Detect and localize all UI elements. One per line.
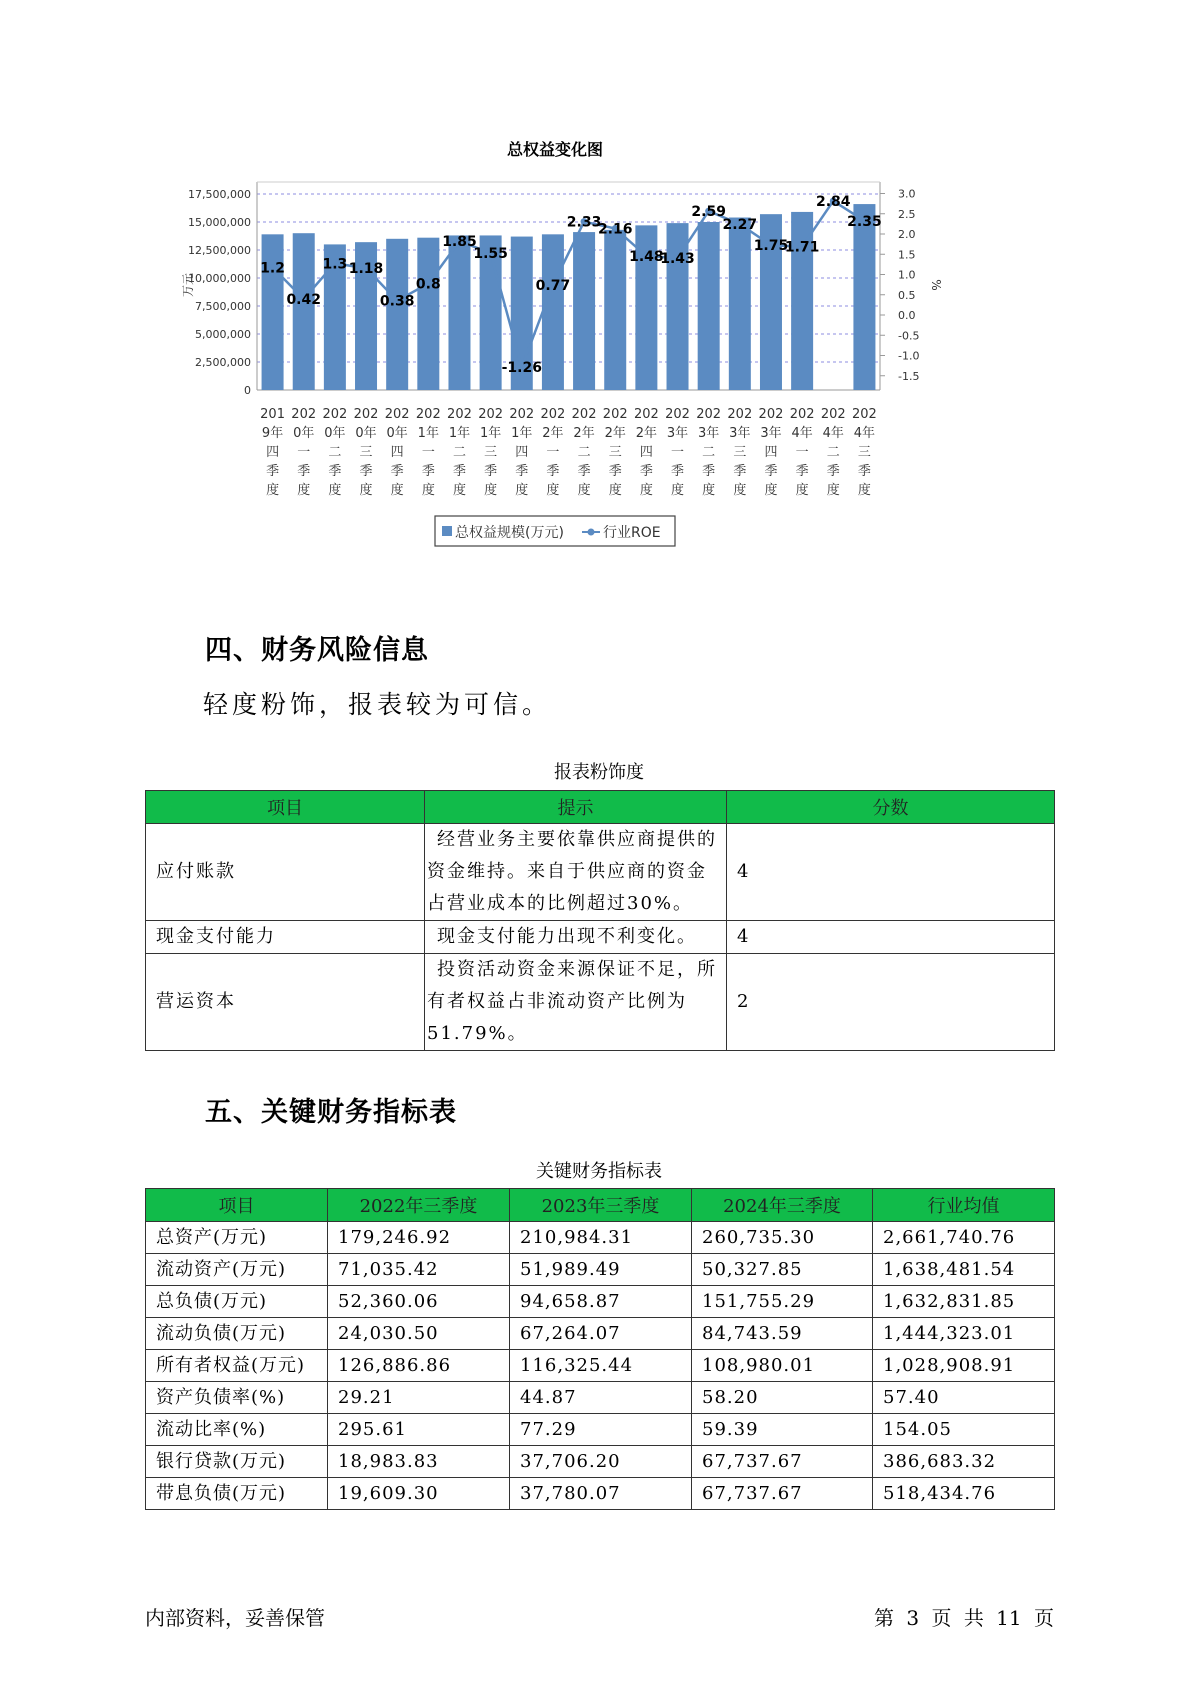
x-tick-label: 202 xyxy=(353,407,379,422)
footer-confidential: 内部资料，妥善保管 xyxy=(145,1606,325,1630)
x-tick-label: 度 xyxy=(795,483,809,498)
x-tick-label: 4年 xyxy=(791,426,813,441)
y2-tick-label: -1.0 xyxy=(898,349,920,363)
metric-value: 154.05 xyxy=(873,1414,1055,1446)
x-tick-label: 202 xyxy=(478,407,504,422)
table-row xyxy=(146,1254,1055,1286)
x-tick-label: 度 xyxy=(577,483,591,498)
metric-value: 1,632,831.85 xyxy=(873,1286,1055,1318)
bar xyxy=(262,234,284,390)
x-tick-label: 季 xyxy=(826,464,840,479)
metric-value: 179,246.92 xyxy=(328,1222,510,1254)
x-tick-label: 度 xyxy=(764,483,778,498)
table-row xyxy=(146,921,1055,954)
risk-section-heading: 四、财务风险信息 xyxy=(205,635,429,666)
y2-axis-label: % xyxy=(929,279,943,291)
roe-data-label: 1.18 xyxy=(348,261,384,278)
x-tick-label: 0年 xyxy=(293,426,315,441)
x-tick-label: 三 xyxy=(608,445,622,460)
roe-data-label: 0.38 xyxy=(379,293,415,310)
roe-data-label: 1.85 xyxy=(442,234,477,251)
x-tick-label: 202 xyxy=(602,407,628,422)
bar xyxy=(791,212,813,390)
x-tick-label: 度 xyxy=(733,483,747,498)
x-tick-label: 季 xyxy=(577,464,591,479)
x-tick-label: 202 xyxy=(727,407,753,422)
roe-data-label: 1.71 xyxy=(784,239,820,256)
x-tick-label: 度 xyxy=(608,483,622,498)
column-header: 行业均值 xyxy=(873,1189,1055,1222)
metric-value: 67,264.07 xyxy=(510,1318,692,1350)
metric-name: 流动负债(万元) xyxy=(146,1318,328,1350)
column-header: 分数 xyxy=(727,791,1055,824)
y2-tick-label: 2.5 xyxy=(898,207,916,221)
x-tick-label: 3年 xyxy=(698,426,720,441)
table-row xyxy=(146,1414,1055,1446)
column-header: 2024年三季度 xyxy=(692,1189,873,1222)
x-tick-label: 2年 xyxy=(604,426,626,441)
roe-data-label: 1.3 xyxy=(322,256,348,273)
y-tick-label: 7,500,000 xyxy=(195,300,251,313)
x-tick-label: 二 xyxy=(826,445,840,460)
metric-name: 资产负债率(%) xyxy=(146,1382,328,1414)
table-row xyxy=(146,1318,1055,1350)
x-tick-label: 度 xyxy=(671,483,685,498)
bar xyxy=(573,232,595,390)
risk-table-header xyxy=(146,791,1055,824)
x-tick-label: 三 xyxy=(484,445,498,460)
x-tick-label: 202 xyxy=(696,407,722,422)
x-tick-label: 季 xyxy=(764,464,778,479)
metric-value: 29.21 xyxy=(328,1382,510,1414)
y-tick-label: 5,000,000 xyxy=(195,328,251,341)
metric-name: 流动比率(%) xyxy=(146,1414,328,1446)
risk-tip: 经营业务主要依靠供应商提供的资金维持。来自于供应商的资金占营业成本的比例超过30%。 xyxy=(425,824,727,921)
x-tick-label: 度 xyxy=(328,483,342,498)
x-tick-label: 季 xyxy=(390,464,404,479)
metric-value: 37,706.20 xyxy=(510,1446,692,1478)
metric-value: 50,327.85 xyxy=(692,1254,873,1286)
y-tick-label: 12,500,000 xyxy=(188,244,251,257)
roe-data-label: 2.16 xyxy=(597,221,633,238)
y-tick-label: 2,500,000 xyxy=(195,356,251,369)
x-tick-label: 2年 xyxy=(635,426,658,441)
risk-item: 现金支付能力 xyxy=(146,921,425,954)
metric-value: 37,780.07 xyxy=(510,1478,692,1510)
y-tick-label: 17,500,000 xyxy=(188,188,251,201)
equity-chart xyxy=(180,140,1040,600)
x-tick-label: 四 xyxy=(764,445,778,460)
risk-summary: 轻度粉饰，报表较为可信。 xyxy=(203,690,552,719)
roe-data-label: 1.55 xyxy=(473,246,508,263)
x-tick-label: 季 xyxy=(639,464,653,479)
bar xyxy=(853,204,875,390)
table-row xyxy=(146,954,1055,1051)
x-tick-label: 202 xyxy=(789,407,815,422)
x-tick-label: 202 xyxy=(540,407,566,422)
y2-tick-label: 2.0 xyxy=(898,228,916,241)
x-tick-label: 一 xyxy=(546,445,560,460)
x-tick-label: 度 xyxy=(297,483,311,498)
table-row xyxy=(146,1222,1055,1254)
risk-score: 4 xyxy=(727,921,1055,954)
x-tick-label: 季 xyxy=(484,464,498,479)
metric-value: 84,743.59 xyxy=(692,1318,873,1350)
bar xyxy=(293,233,315,390)
x-tick-label: 202 xyxy=(665,407,690,422)
x-tick-label: 202 xyxy=(415,407,441,422)
x-tick-label: 一 xyxy=(671,445,685,460)
column-header: 提示 xyxy=(425,791,727,824)
roe-data-label: 1.43 xyxy=(660,251,695,268)
risk-item: 营运资本 xyxy=(146,954,425,1051)
x-tick-label: 季 xyxy=(608,464,622,479)
x-tick-label: 0年 xyxy=(324,426,346,441)
risk-table xyxy=(145,790,1055,1051)
legend-label: 行业ROE xyxy=(603,525,661,541)
roe-data-label: 1.2 xyxy=(260,260,285,277)
risk-tip: 投资活动资金来源保证不足，所有者权益占非流动资产比例为51.79%。 xyxy=(425,954,727,1051)
y2-tick-label: 3.0 xyxy=(898,187,916,201)
roe-data-label: -1.26 xyxy=(501,360,542,377)
key-metrics-table xyxy=(145,1188,1055,1510)
metric-value: 57.40 xyxy=(873,1382,1055,1414)
x-tick-label: 度 xyxy=(359,483,373,498)
x-tick-label: 一 xyxy=(297,445,311,460)
x-tick-label: 202 xyxy=(758,407,784,422)
x-tick-label: 202 xyxy=(633,407,659,422)
column-header: 项目 xyxy=(146,1189,328,1222)
metric-value: 126,886.86 xyxy=(328,1350,510,1382)
metric-value: 260,735.30 xyxy=(692,1222,873,1254)
y-tick-label: 10,000,000 xyxy=(188,272,251,285)
risk-score: 2 xyxy=(727,954,1055,1051)
x-tick-label: 季 xyxy=(452,464,466,479)
y2-tick-label: 1.5 xyxy=(898,248,916,262)
metric-value: 44.87 xyxy=(510,1382,692,1414)
metric-value: 52,360.06 xyxy=(328,1286,510,1318)
x-tick-label: 度 xyxy=(484,483,498,498)
x-tick-label: 季 xyxy=(671,464,685,479)
bar xyxy=(729,218,751,390)
metric-value: 67,737.67 xyxy=(692,1446,873,1478)
x-tick-label: 四 xyxy=(639,445,653,460)
table-row xyxy=(146,1446,1055,1478)
roe-data-label: 2.59 xyxy=(691,204,726,221)
key-table-body xyxy=(146,1222,1055,1510)
x-tick-label: 一 xyxy=(795,445,809,460)
chart-title: 总权益变化图 xyxy=(506,140,604,159)
y-axis-label: 万元 xyxy=(181,272,195,298)
metric-value: 210,984.31 xyxy=(510,1222,692,1254)
x-tick-label: 202 xyxy=(384,407,410,422)
column-header: 2022年三季度 xyxy=(328,1189,510,1222)
bar xyxy=(448,235,470,390)
metric-name: 流动资产(万元) xyxy=(146,1254,328,1286)
x-tick-label: 1年 xyxy=(417,426,439,441)
x-tick-label: 202 xyxy=(447,407,472,422)
x-tick-label: 季 xyxy=(546,464,560,479)
metric-name: 银行贷款(万元) xyxy=(146,1446,328,1478)
x-tick-label: 度 xyxy=(546,483,560,498)
metric-value: 19,609.30 xyxy=(328,1478,510,1510)
equity-chart-svg xyxy=(180,140,1040,600)
roe-data-label: 2.84 xyxy=(816,193,851,210)
risk-tip: 现金支付能力出现不利变化。 xyxy=(425,921,727,954)
x-tick-label: 季 xyxy=(421,464,435,479)
x-tick-label: 1年 xyxy=(511,426,533,441)
x-tick-label: 202 xyxy=(509,407,535,422)
metric-name: 带息负债(万元) xyxy=(146,1478,328,1510)
x-tick-label: 2年 xyxy=(573,426,595,441)
roe-data-label: 1.75 xyxy=(753,238,789,255)
x-tick-label: 度 xyxy=(639,483,653,498)
y2-tick-label: 0.0 xyxy=(898,309,916,322)
x-tick-label: 度 xyxy=(515,483,529,498)
legend-swatch-bar xyxy=(442,526,452,536)
x-tick-label: 202 xyxy=(322,407,348,422)
x-tick-label: 二 xyxy=(702,445,716,460)
x-tick-label: 度 xyxy=(421,483,435,498)
key-table-header xyxy=(146,1189,1055,1222)
metric-value: 1,444,323.01 xyxy=(873,1318,1055,1350)
footer-page-number: 第 3 页 共 11 页 xyxy=(874,1606,1054,1630)
risk-table-caption: 报表粉饰度 xyxy=(554,762,644,783)
x-tick-label: 季 xyxy=(266,464,280,479)
metric-value: 24,030.50 xyxy=(328,1318,510,1350)
x-tick-label: 季 xyxy=(702,464,716,479)
x-tick-label: 三 xyxy=(857,445,871,460)
table-row xyxy=(146,1382,1055,1414)
x-tick-label: 季 xyxy=(515,464,529,479)
metric-name: 总资产(万元) xyxy=(146,1222,328,1254)
key-section-heading: 五、关键财务指标表 xyxy=(205,1097,457,1128)
y2-tick-label: 0.5 xyxy=(898,288,916,302)
metric-value: 116,325.44 xyxy=(510,1350,692,1382)
metric-value: 67,737.67 xyxy=(692,1478,873,1510)
bar xyxy=(386,239,408,390)
x-tick-label: 度 xyxy=(266,483,280,498)
table-row xyxy=(146,1350,1055,1382)
bar xyxy=(698,222,720,390)
roe-data-label: 0.42 xyxy=(286,291,321,308)
x-tick-label: 度 xyxy=(826,483,840,498)
column-header: 项目 xyxy=(146,791,425,824)
x-tick-label: 0年 xyxy=(386,426,408,441)
x-tick-label: 四 xyxy=(390,445,404,460)
metric-value: 58.20 xyxy=(692,1382,873,1414)
metric-value: 1,638,481.54 xyxy=(873,1254,1055,1286)
x-tick-label: 202 xyxy=(291,407,317,422)
x-tick-label: 季 xyxy=(857,464,871,479)
metric-value: 108,980.01 xyxy=(692,1350,873,1382)
x-tick-label: 季 xyxy=(297,464,311,479)
roe-data-label: 0.77 xyxy=(535,277,571,294)
metric-value: 386,683.32 xyxy=(873,1446,1055,1478)
metric-value: 59.39 xyxy=(692,1414,873,1446)
roe-data-label: 2.27 xyxy=(722,217,758,234)
x-tick-label: 二 xyxy=(452,445,466,460)
x-tick-label: 201 xyxy=(260,407,285,422)
x-tick-label: 度 xyxy=(702,483,716,498)
x-tick-label: 度 xyxy=(390,483,404,498)
metric-value: 295.61 xyxy=(328,1414,510,1446)
metric-value: 1,028,908.91 xyxy=(873,1350,1055,1382)
metric-value: 71,035.42 xyxy=(328,1254,510,1286)
x-tick-label: 二 xyxy=(577,445,591,460)
x-tick-label: 季 xyxy=(795,464,809,479)
x-tick-label: 9年 xyxy=(261,426,284,441)
risk-score: 4 xyxy=(727,824,1055,921)
x-tick-label: 一 xyxy=(421,445,435,460)
x-tick-label: 三 xyxy=(359,445,373,460)
x-tick-label: 度 xyxy=(452,483,466,498)
metric-value: 2,661,740.76 xyxy=(873,1222,1055,1254)
table-row xyxy=(146,1478,1055,1510)
bar xyxy=(542,234,564,390)
bar xyxy=(604,230,626,390)
y2-tick-label: -0.5 xyxy=(898,329,920,343)
table-row xyxy=(146,824,1055,921)
y2-tick-label: 1.0 xyxy=(898,268,916,282)
roe-data-label: 0.8 xyxy=(415,276,441,293)
x-tick-label: 度 xyxy=(857,483,871,498)
roe-data-label: 1.48 xyxy=(629,249,664,266)
y-tick-label: 15,000,000 xyxy=(188,216,251,229)
x-tick-label: 季 xyxy=(733,464,747,479)
legend-label: 总权益规模(万元) xyxy=(455,525,564,541)
x-tick-label: 四 xyxy=(266,445,280,460)
metric-name: 总负债(万元) xyxy=(146,1286,328,1318)
bar xyxy=(417,238,439,390)
metric-name: 所有者权益(万元) xyxy=(146,1350,328,1382)
metric-value: 77.29 xyxy=(510,1414,692,1446)
x-tick-label: 季 xyxy=(328,464,342,479)
x-tick-label: 4年 xyxy=(822,426,844,441)
metric-value: 94,658.87 xyxy=(510,1286,692,1318)
y-tick-label: 0 xyxy=(244,384,251,397)
x-tick-label: 202 xyxy=(852,407,877,422)
x-tick-label: 3年 xyxy=(666,426,689,441)
x-tick-label: 1年 xyxy=(479,426,502,441)
metric-value: 151,755.29 xyxy=(692,1286,873,1318)
metric-value: 518,434.76 xyxy=(873,1478,1055,1510)
x-tick-label: 4年 xyxy=(853,426,876,441)
metric-value: 51,989.49 xyxy=(510,1254,692,1286)
x-tick-label: 202 xyxy=(571,407,597,422)
key-table-caption: 关键财务指标表 xyxy=(536,1161,662,1182)
x-tick-label: 0年 xyxy=(355,426,377,441)
metric-value: 18,983.83 xyxy=(328,1446,510,1478)
x-tick-label: 二 xyxy=(328,445,342,460)
roe-data-label: 2.33 xyxy=(566,214,602,231)
x-tick-label: 2年 xyxy=(542,426,564,441)
roe-data-label: 2.35 xyxy=(847,213,882,230)
y2-tick-label: -1.5 xyxy=(898,369,920,383)
x-tick-label: 1年 xyxy=(448,426,471,441)
x-tick-label: 3年 xyxy=(760,426,782,441)
x-tick-label: 四 xyxy=(515,445,529,460)
x-tick-label: 三 xyxy=(733,445,747,460)
column-header: 2023年三季度 xyxy=(510,1189,692,1222)
x-tick-label: 季 xyxy=(359,464,373,479)
x-tick-label: 202 xyxy=(820,407,846,422)
x-tick-label: 3年 xyxy=(729,426,751,441)
table-row xyxy=(146,1286,1055,1318)
risk-item: 应付账款 xyxy=(146,824,425,921)
legend-swatch-point xyxy=(588,529,595,536)
